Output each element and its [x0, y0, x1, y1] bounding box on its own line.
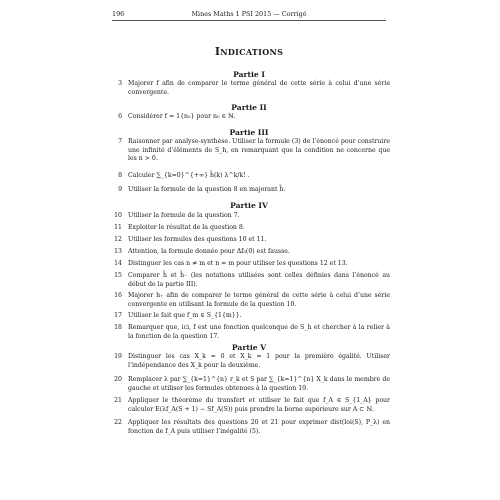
part-title-5: Partie V [231, 343, 267, 352]
hint-text: Majorer f afin de comparer le terme général de cette série à celui d’une série convergente. [128, 80, 390, 96]
hint-number: 20 [114, 376, 122, 383]
hint-text: Considérer f = 1{n₀} pour n₀ ∈ ℕ. [128, 113, 236, 120]
hint-number: 17 [114, 312, 122, 319]
hint-text: Appliquer les résultats des questions 20 et 21 pour exprimer dist(loi(S), P_λ) en fonction de f_A puis utiliser l’inégalité (5). [128, 419, 390, 435]
page-number: 196 [112, 10, 125, 18]
hint-text: Exploiter le résultat de la question 8. [128, 224, 245, 231]
hint-number: 19 [114, 353, 122, 360]
hint-text: Raisonner par analyse-synthèse. Utiliser la formule (3) de l’énoncé pour construire une infinité d’éléments de S_h, en remarquant que la condition ne concerne que les n > 0. [128, 138, 390, 163]
hint-number: 7 [118, 138, 122, 145]
hint-text: Distinguer les cas X_k = 0 et X_k = 1 pour la première égalité. Utiliser l’indépendance des X_k pour la deuxième. [128, 353, 390, 369]
hint-text: Utiliser les formules des questions 10 et 11. [128, 236, 267, 243]
hint-text: Remplacer λ par ∑_{k=1}^{n} r_k et S par ∑_{k=1}^{n} X_k dans le membre de gauche et utiliser les formules obtenues à la question 19. [128, 376, 390, 392]
part-title-4: Partie IV [230, 201, 268, 210]
hint-text: Appliquer le théorème du transfert et utiliser le fait que f_A ∈ S_{1_A} pour calculer E(λf_A(S + 1) − Sf_A(S)) puis prendre la borne supérieure sur A ⊂ ℕ. [128, 397, 390, 413]
hint-text: Attention, la formule donnée pour Δf₀(0) est fausse. [128, 248, 290, 255]
hint-text: Calculer ∑_{k=0}^{+∞} h̃(k) λ^k/k! . [128, 172, 250, 179]
hint-text: Utiliser la formule de la question 7. [128, 212, 240, 219]
hint-number: 13 [114, 248, 122, 255]
hint-text: Utiliser la formule de la question 8 en majorant h̃. [128, 186, 286, 193]
part-title-1: Partie I [233, 70, 265, 79]
hint-text: Distinguer les cas n ≠ m et n = m pour utiliser les questions 12 et 13. [128, 260, 348, 267]
hint-text: Remarquer que, ici, f est une fonction quelconque de S_h et chercher à la relier à la fonction de la question 17. [128, 324, 390, 340]
hint-number: 9 [118, 186, 122, 193]
hint-number: 10 [114, 212, 122, 219]
part-title-2: Partie II [231, 103, 267, 112]
hint-text: Majorer h₊ afin de comparer le terme général de cette série à celui d’une série convergente en utilisant la formule de la question 10. [128, 292, 390, 308]
hint-number: 14 [114, 260, 122, 267]
hint-number: 11 [114, 224, 122, 231]
hint-text: Comparer h̃ et h̃₋ (les notations utilisées sont celles définies dans l’énoncé au début de la partie III). [128, 272, 390, 288]
hint-number: 8 [118, 172, 122, 179]
hint-number: 18 [114, 324, 122, 331]
hint-number: 12 [114, 236, 122, 243]
hint-number: 22 [114, 419, 122, 426]
hint-number: 16 [114, 292, 122, 299]
page-header [112, 10, 386, 21]
hint-text: Utiliser le fait que f_m ∈ S_{1{m}}. [128, 312, 242, 319]
hint-number: 3 [118, 80, 122, 87]
part-title-3: Partie III [229, 128, 269, 137]
hint-number: 21 [114, 397, 122, 404]
page-title: Indications [214, 45, 284, 58]
hint-number: 6 [118, 113, 122, 120]
running-title: Mines Maths 1 PSI 2015 — Corrigé [191, 10, 307, 18]
hint-number: 15 [114, 272, 122, 279]
